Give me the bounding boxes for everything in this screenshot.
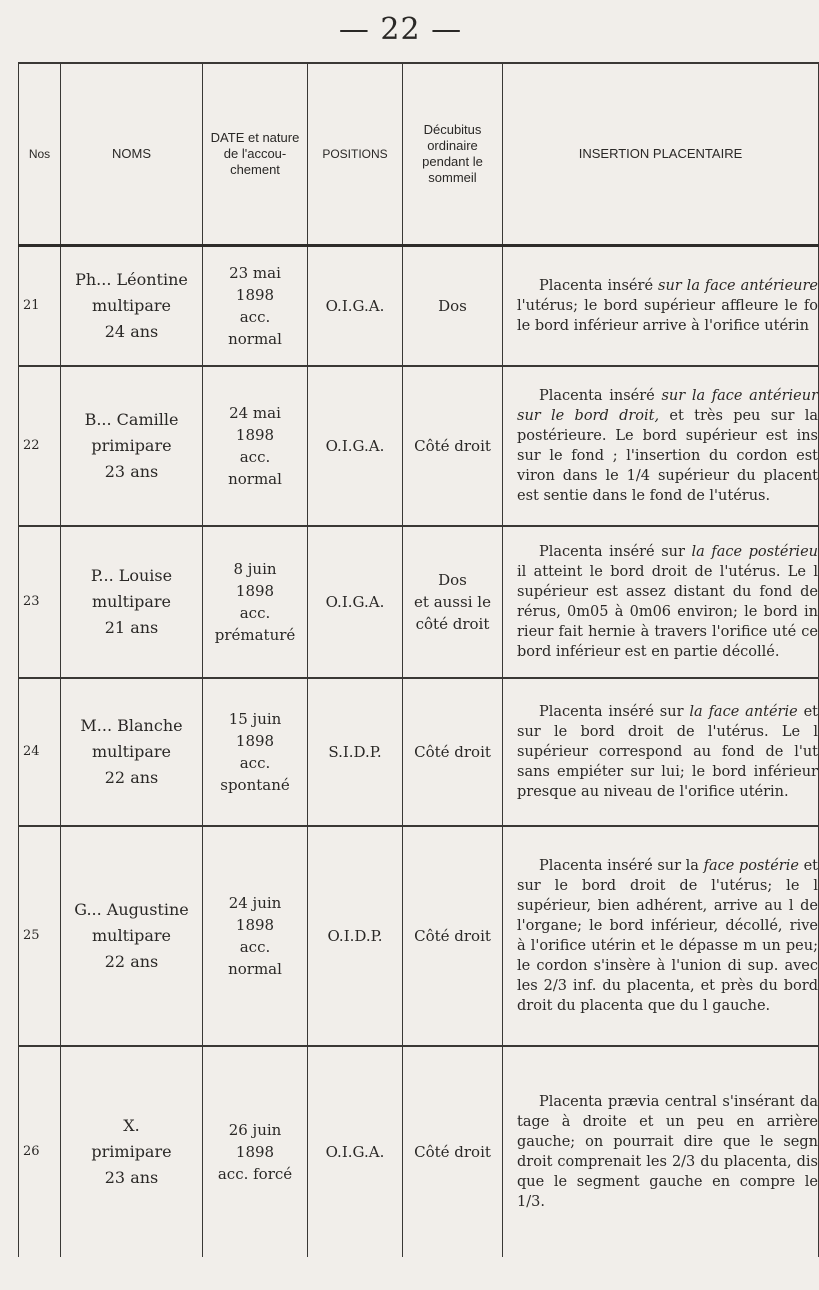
page-number: — 22 — [338,12,463,47]
patient-age: 22 ans [104,768,159,787]
delivery-nature: normal [228,470,282,488]
patient-name-cell [61,246,203,367]
delivery-nature: acc. forcé [217,1165,293,1183]
insertion-cell [503,678,819,826]
date-cell [203,526,308,678]
decubitus-cell [403,366,503,526]
decubitus-line: côté droit [415,615,490,633]
decubitus-cell [403,678,503,826]
insertion-text-post: et très peu sur la postérieure. Le bord supérieur est ins sur le fond ; l'insertion du cordon est viron dans le 1/4 supérieur du placent est sentie dans le fond de l'utérus. [517,408,818,504]
date-cell [203,1046,308,1257]
decubitus-line: Dos [438,571,467,589]
insertion-cell [503,1046,819,1257]
row-number: 24 [19,678,61,826]
patient-age: 23 ans [104,1168,159,1187]
insertion-text-post: et sur le bord droit de l'utérus. Le l supérieur correspond au fond de l'ut sans empiéter sur lui; le bord inférieur presque au niveau de l'orifice utérin. [517,704,818,800]
position-cell: O.I.G.A. [308,1046,403,1257]
date-cell [203,826,308,1046]
position-cell: S.I.D.P. [308,678,403,826]
table-row [19,826,819,1046]
position-cell: O.I.G.A. [308,526,403,678]
insertion-text-post: et sur le bord droit de l'utérus; le l supérieur, bien adhérent, arrive au l de l'organe; le bord inférieur, décollé, rive à l'orifice utérin et le dépasse m un peu; le cordon s'insère à l'union di sup. avec les 2/3 inf. du placenta, et près du bord droit du placenta que du l gauche. [517,858,818,1014]
date-year: 1898 [235,916,275,934]
delivery-label: acc. [239,308,271,326]
case-table-container [18,62,818,1252]
date-day: 23 mai [229,264,281,282]
date-day: 24 juin [228,894,282,912]
position-cell: O.I.D.P. [308,826,403,1046]
delivery-label: acc. [239,938,271,956]
patient-name: X. [123,1116,140,1135]
patient-age: 21 ans [104,618,159,637]
insertion-text-italic: sur la face antérieure [658,278,818,294]
patient-age: 23 ans [104,462,159,481]
decubitus-line: Côté droit [414,437,491,455]
decubitus-line: Dos [438,297,467,315]
patient-name: M... Blanche [80,716,183,735]
header-insertion: INSERTION PLACENTAIRE [503,63,819,246]
decubitus-cell [403,1046,503,1257]
delivery-nature: spontané [220,776,290,794]
insertion-text [517,1092,818,1212]
date-day: 8 juin [233,560,277,578]
delivery-nature: normal [228,330,282,348]
row-number: 23 [19,526,61,678]
patient-parity: multipare [91,742,172,761]
patient-name: P... Louise [90,566,173,585]
row-number: 26 [19,1046,61,1257]
header-names: NOMS [61,63,203,246]
date-day: 26 juin [228,1121,282,1139]
row-number: 21 [19,246,61,367]
patient-name: Ph... Léontine [75,270,188,289]
insertion-text [517,542,818,662]
date-year: 1898 [235,582,275,600]
insertion-text-italic: la face antérie [689,704,798,720]
date-year: 1898 [235,286,275,304]
patient-age: 24 ans [104,322,159,341]
decubitus-cell [403,826,503,1046]
insertion-cell [503,366,819,526]
insertion-cell [503,526,819,678]
insertion-text-italic: la face postérieu [691,544,818,560]
decubitus-line: Côté droit [414,743,491,761]
decubitus-cell [403,526,503,678]
header-decubitus: Décubitus ordinaire pendant le sommeil [403,63,503,246]
patient-name: B... Camille [84,410,179,429]
patient-name-cell [61,366,203,526]
table-row [19,1046,819,1257]
date-year: 1898 [235,732,275,750]
insertion-text-pre: Placenta prævia central s'insérant da tage à droite et un peu en arrière gauche; on pourrait dire que le segn droit comprenait les 2/3 du placenta, dis que le segment gauche en compre le 1/3. [517,1094,818,1210]
row-number: 22 [19,366,61,526]
patient-parity: multipare [91,296,172,315]
header-row [19,63,819,246]
patient-parity: multipare [91,592,172,611]
date-cell [203,366,308,526]
patient-name: G... Augustine [74,900,189,919]
decubitus-line: et aussi le [414,593,491,611]
date-day: 15 juin [228,710,282,728]
header-num: Nos [19,63,61,246]
decubitus-cell [403,246,503,367]
patient-age: 22 ans [104,952,159,971]
insertion-text-pre: Placenta inséré sur [539,704,690,720]
delivery-nature: normal [228,960,282,978]
insertion-cell [503,246,819,367]
patient-parity: multipare [91,926,172,945]
decubitus-line: Côté droit [414,927,491,945]
delivery-nature: prématuré [214,626,296,644]
date-year: 1898 [235,1143,275,1161]
position-cell: O.I.G.A. [308,366,403,526]
delivery-label: acc. [239,754,271,772]
insertion-text-italic: face postérie [703,858,799,874]
insertion-text-pre: Placenta inséré sur [539,544,692,560]
header-positions: POSITIONS [308,63,403,246]
insertion-text-italic: sur la face antérieur sur le bord droit, [517,388,818,424]
decubitus-line: Côté droit [414,1143,491,1161]
insertion-text [517,386,818,506]
insertion-text-pre: Placenta inséré [539,388,662,404]
insertion-cell [503,826,819,1046]
insertion-text [517,702,818,802]
delivery-label: acc. [239,604,271,622]
patient-name-cell [61,678,203,826]
patient-name-cell [61,826,203,1046]
patient-name-cell [61,1046,203,1257]
date-year: 1898 [235,426,275,444]
insertion-text-pre: Placenta inséré [539,278,658,294]
date-day: 24 mai [229,404,281,422]
date-cell [203,678,308,826]
table-row [19,678,819,826]
patient-parity: primipare [91,1142,172,1161]
case-table [18,62,819,1257]
insertion-text [517,856,818,1016]
header-date: DATE et nature de l'accou- chement [203,63,308,246]
position-cell: O.I.G.A. [308,246,403,367]
table-row [19,526,819,678]
insertion-text-post: l'utérus; le bord supérieur affleure le fo le bord inférieur arrive à l'orifice utérin [517,298,818,334]
row-number: 25 [19,826,61,1046]
insertion-text-post: il atteint le bord droit de l'utérus. Le l supérieur est assez distant du fond de rérus, 0m05 à 0m06 environ; le bord in rieur fait hernie à travers l'orifice uté ce bord inférieur est en partie décollé. [517,564,818,660]
table-row [19,366,819,526]
patient-parity: primipare [91,436,172,455]
date-cell [203,246,308,367]
table-row [19,246,819,367]
delivery-label: acc. [239,448,271,466]
insertion-text [517,276,818,336]
patient-name-cell [61,526,203,678]
insertion-text-pre: Placenta inséré sur la [539,858,704,874]
